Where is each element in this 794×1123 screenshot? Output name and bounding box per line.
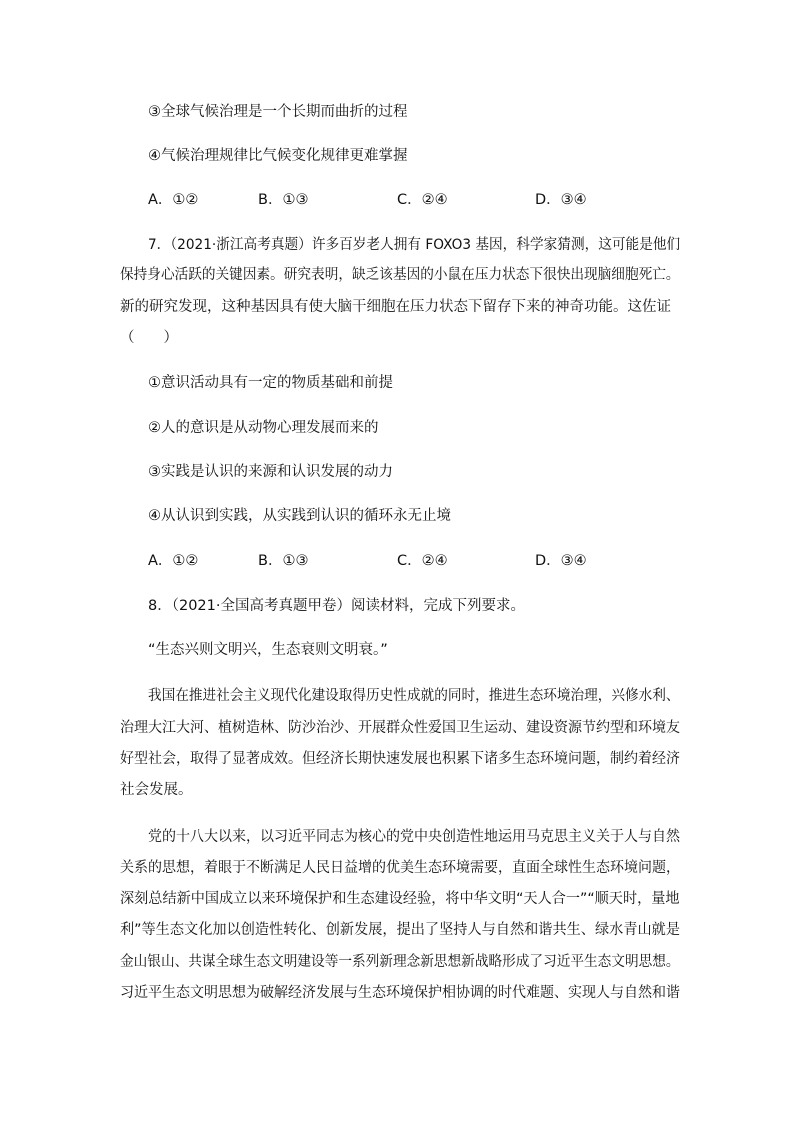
paragraph-line: 好型社会，取得了显著成效。但经济长期快速发展也积累下诸多生态环境问题，制约着经济 [120,751,680,767]
q7-item-2: ②人的意识是从动物心理发展而来的 [148,420,379,436]
q6-option-c: C．②④ [397,192,448,208]
q6-option-d: D．③④ [535,192,587,208]
q7-stem-line: 保持身心活跃的关键因素。研究表明，缺乏该基因的小鼠在压力状态下很快出现脑细胞死亡。 [120,267,680,283]
q7-option-d: D．③④ [535,553,587,569]
q7-stem-line: 新的研究发现，这种基因具有使大脑干细胞在压力状态下留存下来的神奇功能。这佐证 [120,299,671,315]
q6-item-3: ③全球气候治理是一个长期而曲折的过程 [148,104,408,120]
paragraph-line: 党的十八大以来，以习近平同志为核心的党中央创造性地运用马克思主义关于人与自然 [148,829,680,845]
q6-option-a: A．①② [148,192,199,208]
paragraph-line: 利”等生态文化加以创造性转化、创新发展，提出了坚持人与自然和谐共生、绿水青山就是 [120,922,681,938]
q7-item-4: ④从认识到实践，从实践到认识的循环永无止境 [148,508,451,524]
paragraph-line: 关系的思想，着眼于不断满足人民日益增的优美生态环境需要，直面全球性生态环境问题， [120,860,680,876]
q6-option-b: B．①③ [258,192,309,208]
q7-stem-line: 7．（2021·浙江高考真题）许多百岁老人拥有 FOXO3 基因，科学家猜测，这可能是他们 [148,237,681,253]
q8-quote: “生态兴则文明兴，生态衰则文明衰。” [148,642,388,658]
q7-item-1: ①意识活动具有一定的物质基础和前提 [148,375,393,391]
paragraph-line: 治理大江大河、植树造林、防沙治沙、开展群众性爱国卫生运动、建设资源节约型和环境友 [120,720,680,736]
paragraph-line: 金山银山、共谋全球生态文明建设等一系列新理念新思想新战略形成了习近平生态文明思想。 [120,954,680,970]
q7-item-3: ③实践是认识的来源和认识发展的动力 [148,464,393,480]
q7-option-c: C．②④ [397,553,448,569]
paragraph-line: 深刻总结新中国成立以来环境保护和生态建设经验，将中华文明“天人合一”“顺天时，量地 [120,891,680,907]
q7-answer-blank: （ ） [120,330,178,346]
q7-option-a: A．①② [148,553,199,569]
paragraph-line: 社会发展。 [120,782,193,798]
q6-item-4: ④气候治理规律比气候变化规律更难掌握 [148,148,408,164]
q8-stem: 8．（2021·全国高考真题甲卷）阅读材料，完成下列要求。 [148,598,525,614]
q7-option-b: B．①③ [258,553,309,569]
paragraph-line: 习近平生态文明思想为破解经济发展与生态环境保护相协调的时代难题、实现人与自然和谐 [120,985,680,1001]
paragraph-line: 我国在推进社会主义现代化建设取得历史性成就的同时，推进生态环境治理，兴修水利、 [148,688,680,704]
